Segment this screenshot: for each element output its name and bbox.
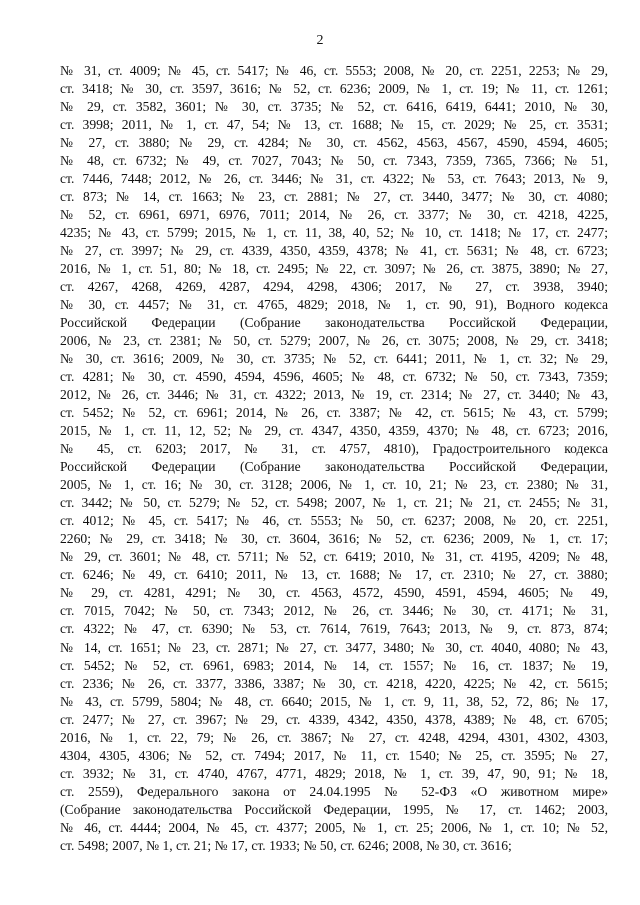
text-line: (Собрание законодательства Российской Федерации, 1995, № 17, ст. 1462; 2003, — [60, 801, 608, 817]
text-line: № 30, ст. 3616; 2009, № 30, ст. 3735; № 52, ст. 6441; 2011, № 1, ст. 32; № 29, — [60, 351, 608, 367]
text-line: № 29, ст. 3601; № 48, ст. 5711; № 52, ст. 6419; 2010, № 31, ст. 4195, 4209; № 48, — [60, 549, 608, 565]
text-line: ст. 3998; 2011, № 1, ст. 47, 54; № 13, ст. 1688; № 15, ст. 2029; № 25, ст. 3531; — [60, 117, 608, 133]
text-line: № 30, ст. 4457; № 31, ст. 4765, 4829; 2018, № 1, ст. 90, 91), Водного кодекса — [60, 297, 608, 313]
text-line: ст. 5498; 2007, № 1, ст. 21; № 17, ст. 1933; № 50, ст. 6246; 2008, № 30, ст. 3616; — [60, 837, 512, 853]
text-line: № 45, ст. 6203; 2017, № 31, ст. 4757, 4810), Градостроительного кодекса — [60, 441, 608, 457]
text-line: 2016, № 1, ст. 51, 80; № 18, ст. 2495; № 22, ст. 3097; № 26, ст. 3875, 3890; № 27, — [60, 261, 608, 277]
text-line: № 46, ст. 4444; 2004, № 45, ст. 4377; 2005, № 1, ст. 25; 2006, № 1, ст. 10; № 52, — [60, 819, 608, 835]
text-line: 2260; № 29, ст. 3418; № 30, ст. 3604, 3616; № 52, ст. 6236; 2009, № 1, ст. 17; — [60, 531, 608, 547]
text-line: ст. 6246; № 49, ст. 6410; 2011, № 13, ст. 1688; № 17, ст. 2310; № 27, ст. 3880; — [60, 567, 608, 583]
text-line: № 31, ст. 4009; № 45, ст. 5417; № 46, ст. 5553; 2008, № 20, ст. 2251, 2253; № 29, — [60, 63, 608, 78]
text-line: ст. 3418; № 30, ст. 3597, 3616; № 52, ст. 6236; 2009, № 1, ст. 19; № 11, ст. 1261; — [60, 81, 608, 97]
text-line: 2005, № 1, ст. 16; № 30, ст. 3128; 2006, № 1, ст. 10, 21; № 23, ст. 2380; № 31, — [60, 477, 608, 493]
text-line: ст. 4281; № 30, ст. 4590, 4594, 4596, 4605; № 48, ст. 6732; № 50, ст. 7343, 7359; — [60, 369, 608, 385]
text-line: № 52, ст. 6961, 6971, 6976, 7011; 2014, № 26, ст. 3377; № 30, ст. 4218, 4225, — [60, 207, 608, 223]
text-line: 2016, № 1, ст. 22, 79; № 26, ст. 3867; № 27, ст. 4248, 4294, 4301, 4302, 4303, — [60, 729, 608, 745]
text-line: № 29, ст. 3582, 3601; № 30, ст. 3735; № 52, ст. 6416, 6419, 6441; 2010, № 30, — [60, 99, 608, 115]
text-line: ст. 2336; № 26, ст. 3377, 3386, 3387; № 30, ст. 4218, 4220, 4225; № 42, ст. 5615; — [60, 675, 608, 691]
text-line: ст. 3442; № 50, ст. 5279; № 52, ст. 5498; 2007, № 1, ст. 21; № 21, ст. 2455; № 31, — [60, 495, 608, 511]
text-line: ст. 2477; № 27, ст. 3967; № 29, ст. 4339, 4342, 4350, 4378, 4389; № 48, ст. 6705; — [60, 711, 608, 727]
text-line: ст. 4267, 4268, 4269, 4287, 4294, 4298, 4306; 2017, № 27, ст. 3938, 3940; — [60, 279, 608, 295]
text-line: 2006, № 23, ст. 2381; № 50, ст. 5279; 2007, № 26, ст. 3075; 2008, № 29, ст. 3418; — [60, 333, 608, 349]
text-line: ст. 2559), Федерального закона от 24.04.1995 № 52-ФЗ «О животном мире» — [60, 783, 608, 799]
document-body-text — [60, 62, 608, 855]
text-line: Российской Федерации (Собрание законодательства Российской Федерации, — [60, 459, 608, 475]
text-line: 4235; № 43, ст. 5799; 2015, № 1, ст. 11, 38, 40, 52; № 10, ст. 1418; № 17, ст. 2477; — [60, 225, 608, 241]
text-line: ст. 7446, 7448; 2012, № 26, ст. 3446; № 31, ст. 4322; № 53, ст. 7643; 2013, № 9, — [60, 171, 608, 187]
page-number: 2 — [316, 33, 324, 48]
text-line: ст. 4322; № 47, ст. 6390; № 53, ст. 7614, 7619, 7643; 2013, № 9, ст. 873, 874; — [60, 621, 608, 637]
text-line: № 14, ст. 1651; № 23, ст. 2871; № 27, ст. 3477, 3480; № 30, ст. 4040, 4080; № 43, — [60, 639, 608, 655]
text-line: ст. 5452; № 52, ст. 6961, 6983; 2014, № 14, ст. 1557; № 16, ст. 1837; № 19, — [60, 657, 608, 673]
text-line: 4304, 4305, 4306; № 52, ст. 7494; 2017, № 11, ст. 1540; № 25, ст. 3595; № 27, — [60, 747, 608, 763]
text-line: № 48, ст. 6732; № 49, ст. 7027, 7043; № 50, ст. 7343, 7359, 7365, 7366; № 51, — [60, 153, 608, 169]
text-line: 2012, № 26, ст. 3446; № 31, ст. 4322; 2013, № 19, ст. 2314; № 27, ст. 3440; № 43, — [60, 387, 608, 403]
text-line: ст. 873; № 14, ст. 1663; № 23, ст. 2881; № 27, ст. 3440, 3477; № 30, ст. 4080; — [60, 189, 608, 205]
text-line: 2015, № 1, ст. 11, 12, 52; № 29, ст. 4347, 4350, 4359, 4370; № 48, ст. 6723; 2016, — [60, 423, 608, 439]
text-line: № 27, ст. 3997; № 29, ст. 4339, 4350, 4359, 4378; № 41, ст. 5631; № 48, ст. 6723; — [60, 243, 608, 259]
text-line: № 29, ст. 4281, 4291; № 30, ст. 4563, 4572, 4590, 4591, 4594, 4605; № 49, — [60, 585, 608, 601]
text-line: № 27, ст. 3880; № 29, ст. 4284; № 30, ст. 4562, 4563, 4567, 4590, 4594, 4605; — [60, 135, 608, 151]
text-line: ст. 3932; № 31, ст. 4740, 4767, 4771, 4829; 2018, № 1, ст. 39, 47, 90, 91; № 18, — [60, 765, 608, 781]
text-line: ст. 5452; № 52, ст. 6961; 2014, № 26, ст. 3387; № 42, ст. 5615; № 43, ст. 5799; — [60, 405, 608, 421]
text-line: Российской Федерации (Собрание законодательства Российской Федерации, — [60, 315, 608, 331]
text-line: ст. 4012; № 45, ст. 5417; № 46, ст. 5553; № 50, ст. 6237; 2008, № 20, ст. 2251, — [60, 513, 608, 529]
text-line: № 43, ст. 5799, 5804; № 48, ст. 6640; 2015, № 1, ст. 9, 11, 38, 52, 72, 86; № 17, — [60, 693, 608, 709]
text-line: ст. 7015, 7042; № 50, ст. 7343; 2012, № 26, ст. 3446; № 30, ст. 4171; № 31, — [60, 603, 608, 619]
